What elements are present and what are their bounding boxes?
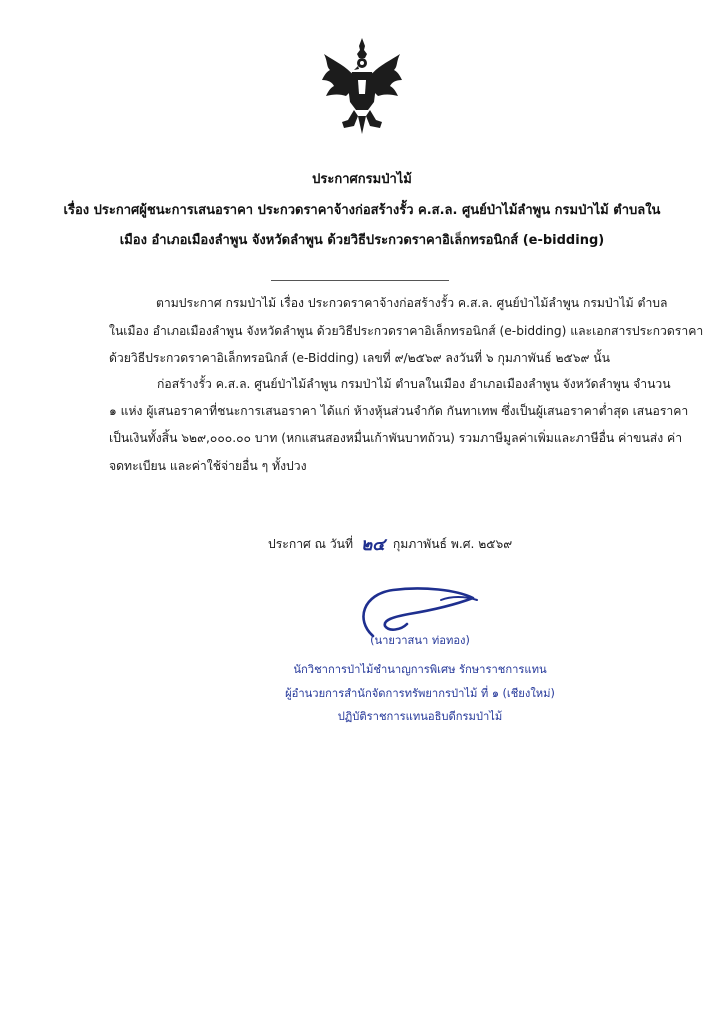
paragraph-1-line-2: ในเมือง อำเภอเมืองลำพูน จังหวัดลำพูน ด้วยวิธีประกวดราคาอิเล็กทรอนิกส์ (e-bidding) และเอกสารประกวดราคา (109, 324, 704, 338)
date-day-handwritten: ๒๔ (360, 535, 386, 555)
signatory-position-line-2: ผู้อำนวยการสำนักจัดการทรัพยากรป่าไม้ ที่ ๑ (เชียงใหม่) (285, 687, 555, 700)
paragraph-1-line-1: ตามประกาศ กรมป่าไม้ เรื่อง ประกวดราคาจ้างก่อสร้างรั้ว ค.ส.ล. ศูนย์ป่าไม้ลำพูน กรมป่าไม้ ตำบล (156, 296, 668, 310)
announcement-title: ประกาศกรมป่าไม้ (312, 172, 412, 187)
garuda-emblem-icon (318, 36, 406, 136)
signatory-position-line-1: นักวิชาการป่าไม้ชำนาญการพิเศษ รักษาราชการแทน (293, 663, 547, 676)
paragraph-2-line-4: จดทะเบียน และค่าใช้จ่ายอื่น ๆ ทั้งปวง (109, 459, 307, 473)
paragraph-1-line-3: ด้วยวิธีประกวดราคาอิเล็กทรอนิกส์ (e-Bidding) เลขที่ ๙/๒๕๖๙ ลงวันที่ ๖ กุมภาพันธ์ ๒๕๖๙ นั้น (109, 351, 610, 365)
date-month-year: กุมภาพันธ์ พ.ศ. ๒๕๖๙ (392, 537, 513, 551)
title-divider (271, 280, 449, 281)
paragraph-2-line-2: ๑ แห่ง ผู้เสนอราคาที่ชนะการเสนอราคา ได้แก่ ห้างหุ้นส่วนจำกัด กันทาเทพ ซึ่งเป็นผู้เสนอราคาต่ำสุด เสนอราคา (109, 404, 689, 418)
announcement-subject-line-2: เมือง อำเภอเมืองลำพูน จังหวัดลำพูน ด้วยวิธีประกวดราคาอิเล็กทรอนิกส์ (e-bidding) (119, 233, 605, 248)
paragraph-2-line-1: ก่อสร้างรั้ว ค.ส.ล. ศูนย์ป่าไม้ลำพูน กรมป่าไม้ ตำบลในเมือง อำเภอเมืองลำพูน จังหวัดลำพูน จำนวน (157, 377, 671, 391)
signatory-name: (นายวาสนา ท่อทอง) (370, 634, 470, 647)
announcement-subject-line-1: เรื่อง ประกาศผู้ชนะการเสนอราคา ประกวดราคาจ้างก่อสร้างรั้ว ค.ส.ล. ศูนย์ป่าไม้ลำพูน กรมป่าไม้ ตำบลใน (63, 203, 661, 218)
paragraph-2-line-3: เป็นเงินทั้งสิ้น ๖๒๙,๐๐๐.๐๐ บาท (หกแสนสองหมื่นเก้าพันบาทถ้วน) รวมภาษีมูลค่าเพิ่มและภาษีอื่น ค่าขนส่ง ค่า (109, 431, 683, 445)
announcement-date (268, 529, 512, 556)
signatory-position-line-3: ปฏิบัติราชการแทนอธิบดีกรมป่าไม้ (337, 710, 503, 723)
date-prefix: ประกาศ ณ วันที่ (268, 537, 354, 551)
